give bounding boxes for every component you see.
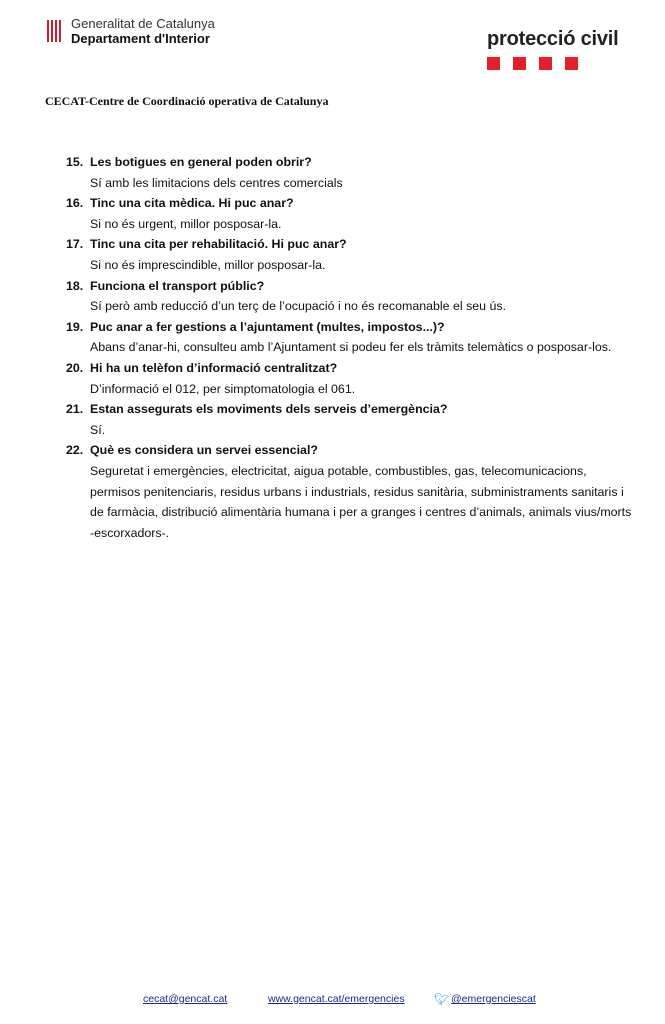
faq-answer: Sí amb les limitacions dels centres comercials [90, 175, 343, 190]
faq-question [66, 317, 636, 338]
faq-item [66, 317, 636, 358]
question-text: Funciona el transport públic? [90, 278, 265, 293]
faq-answer: D’informació el 012, per simptomatologia el 061. [90, 381, 356, 396]
faq-question [66, 234, 636, 255]
logo-squares [487, 57, 619, 70]
faq-question [66, 276, 636, 297]
question-text: Estan assegurats els moviments dels serveis d’emergència? [90, 402, 448, 417]
faq-answer: Sí però amb reducció d’un terç de l’ocupació i no és recomanable el seu ús. [90, 299, 507, 314]
faq-item [66, 276, 636, 317]
email-link[interactable]: cecat@gencat.cat [143, 993, 228, 1005]
question-number: 22. [66, 443, 84, 458]
faq-answer: Abans d’anar-hi, consulteu amb l’Ajuntament si podeu fer els tràmits telemàtics o posposar-los. [90, 340, 612, 355]
question-number: 15. [66, 155, 84, 169]
faq-item [66, 152, 636, 193]
faq-question [66, 152, 636, 173]
question-number: 17. [66, 237, 84, 252]
department-name: Departament d'Interior [71, 31, 210, 46]
generalitat-emblem-icon [45, 18, 65, 44]
faq-item [66, 358, 636, 399]
question-text: Tinc una cita per rehabilitació. Hi puc anar? [90, 237, 347, 252]
twitter-link[interactable]: @emergenciescat [451, 993, 536, 1005]
proteccio-civil-logo [487, 28, 619, 70]
faq-question [66, 193, 636, 214]
faq-item [66, 234, 636, 275]
question-number: 20. [66, 360, 84, 375]
faq-item [66, 440, 636, 543]
question-text: Tinc una cita mèdica. Hi puc anar? [90, 196, 294, 211]
twitter-icon: 🐦︎ [434, 992, 450, 1006]
faq-answer: Sí. [90, 422, 106, 437]
proteccio-civil-title: protecció civil [487, 28, 619, 50]
question-text: Les botigues en general poden obrir? [90, 155, 312, 169]
website-link[interactable]: www.gencat.cat/emergencies [268, 993, 405, 1005]
faq-item [66, 399, 636, 440]
question-number: 19. [66, 319, 84, 334]
generalitat-logo [45, 16, 215, 46]
question-number: 21. [66, 402, 84, 417]
organization-heading: CECAT-Centre de Coordinació operativa de Catalunya [45, 94, 329, 108]
question-text: Què es considera un servei essencial? [90, 443, 318, 458]
question-text: Hi ha un telèfon d’informació centralitzat? [90, 360, 338, 375]
question-number: 18. [66, 278, 84, 293]
faq-answer: Si no és imprescindible, millor posposar-la. [90, 257, 326, 272]
faq-answer: Si no és urgent, millor posposar-la. [90, 216, 282, 231]
faq-question [66, 399, 636, 420]
question-text: Puc anar a fer gestions a l’ajuntament (multes, impostos...)? [90, 319, 445, 334]
generalitat-name: Generalitat de Catalunya [71, 16, 215, 31]
faq-item [66, 193, 636, 234]
faq-answer: Seguretat i emergències, electricitat, aigua potable, combustibles, gas, telecomunicacions, permisos penitenciaris, residus urbans i industrials, residus sanitària, subministraments sanitaris i de farmàcia, distribució alimentària humana i per a granges i centres d’animals, animals vius/morts -escorxadors-. [90, 463, 632, 540]
faq-question [66, 440, 636, 461]
faq-list [66, 152, 636, 543]
faq-question [66, 358, 636, 379]
question-number: 16. [66, 196, 84, 211]
